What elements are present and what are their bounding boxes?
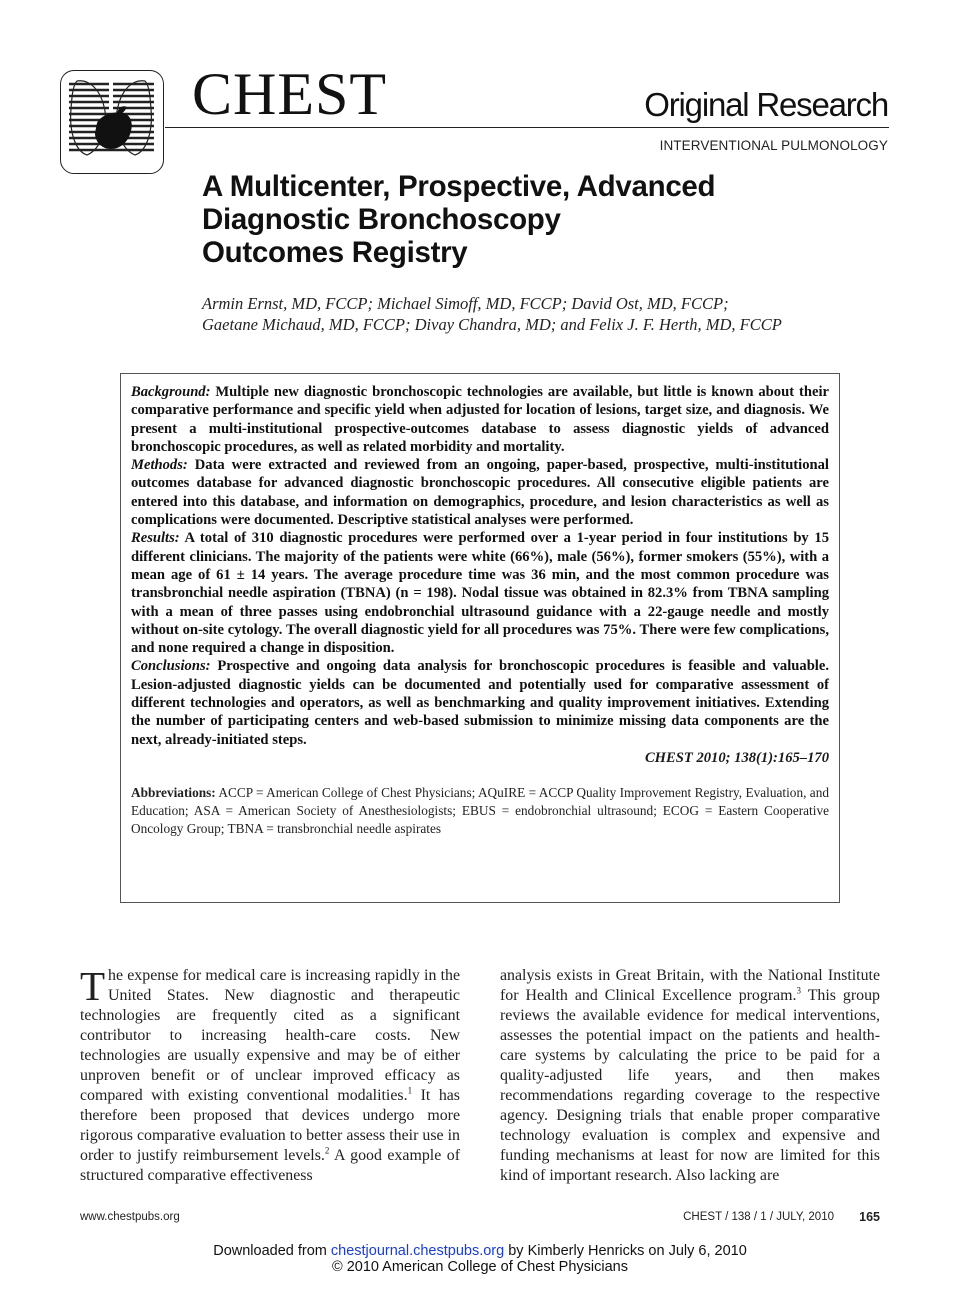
- body-text: he expense for medical care is increasing rapidly in the United States. New diagnostic and therapeutic technologies are frequently cited as a significant contributor to increasing health-care costs. New technologies are usually expensive and may be of either unproven benefit or of unclear improved efficacy as compared with existing conventional modalities.: [80, 967, 460, 1104]
- title-line: Outcomes Registry: [202, 236, 468, 269]
- download-link[interactable]: chestjournal.chestpubs.org: [330, 1243, 505, 1259]
- abbreviations-text: ACCP = American College of Chest Physicians; AQuIRE = ACCP Quality Improvement Registry, Evaluation, and Education; ASA = American Society of Anesthesiologists; EBUS = endobronchial ultrasound; ECOG = Eastern Cooperative Oncology Group; TBNA = transbronchial needle aspirates: [131, 785, 829, 837]
- abstract-heading: Methods:: [131, 457, 188, 474]
- author-line: Gaetane Michaud, MD, FCCP; Divay Chandra, MD; and Felix J. F. Herth, MD, FCCP: [202, 315, 782, 334]
- footer-journal-info: CHEST / 138 / 1 / JULY, 2010: [683, 1211, 834, 1223]
- reference-marker[interactable]: 2: [324, 1145, 330, 1156]
- abstract-text: Prospective and ongoing data analysis for bronchoscopic procedures is feasible and valuable. Lesion-adjusted diagnostic yields can be documented and potentially used for comparative assessment of different technologies and operators, as well as benchmarking and quality improvement initiatives. Extending the number of participating centers and web-based submission to minimize missing data components are the next, already-initiated steps.: [131, 658, 829, 748]
- body-column-right: [500, 966, 880, 1186]
- journal-logo: [60, 70, 164, 174]
- abbreviations: [131, 784, 829, 838]
- abstract-results: [131, 529, 829, 657]
- body-text: It has therefore been proposed that devices undergo more rigorous comparative evaluation to better assess their use in order to justify reimbursement levels.: [80, 1087, 460, 1164]
- abstract-text: Multiple new diagnostic bronchoscopic technologies are available, but little is known about their comparative performance and specific yield when adjusted for location of lesions, target size, and diagnosis. We present a multi-institutional prospective-outcomes database to assess diagnostic yields of advanced bronchoscopic procedures, as well as related morbidity and mortality.: [131, 384, 829, 455]
- abstract-heading: Conclusions:: [131, 658, 211, 675]
- footer-url[interactable]: www.chestpubs.org: [80, 1211, 180, 1223]
- author-list: [202, 293, 842, 335]
- page-number: 165: [859, 1210, 880, 1224]
- author-line: Armin Ernst, MD, FCCP; Michael Simoff, MD, FCCP; David Ost, MD, FCCP;: [202, 294, 729, 313]
- chest-lungs-logo-icon: [61, 71, 162, 172]
- abstract-box: [120, 373, 840, 903]
- reference-marker[interactable]: 1: [407, 1085, 413, 1096]
- article-citation: CHEST 2010; 138(1):165–170: [644, 749, 829, 766]
- copyright-notice: © 2010 American College of Chest Physicians: [331, 1259, 628, 1275]
- download-suffix: by Kimberly Henricks on July 6, 2010: [504, 1243, 747, 1259]
- drop-cap: T: [80, 963, 106, 1009]
- journal-wordmark: CHEST: [192, 61, 388, 127]
- article-title: [202, 170, 822, 269]
- body-text: A good example of structured comparative effectiveness: [80, 1147, 460, 1184]
- download-notice: [0, 1243, 960, 1259]
- abbreviations-heading: Abbreviations:: [131, 785, 216, 801]
- body-text: analysis exists in Great Britain, with the National Institute for Health and Clinical Excellence program.: [500, 967, 880, 1004]
- abstract-background: [131, 383, 829, 456]
- download-prefix: Downloaded from: [213, 1243, 331, 1259]
- title-line: A Multicenter, Prospective, Advanced: [202, 170, 716, 203]
- abstract-heading: Results:: [131, 530, 180, 547]
- abstract-text: Data were extracted and reviewed from an ongoing, paper-based, prospective, multi-institutional outcomes database for advanced diagnostic bronchoscopic procedures. All consecutive eligible patients are entered into this database, and information on demographics, procedure, and lesion characteristics as well as complications were documented. Descriptive statistical analyses were performed.: [131, 457, 829, 529]
- header-divider: [165, 127, 889, 128]
- abstract-heading: Background:: [131, 384, 211, 400]
- title-line: Diagnostic Bronchoscopy: [202, 203, 561, 236]
- abstract-conclusions: [131, 657, 829, 748]
- abstract-text: A total of 310 diagnostic procedures were performed over a 1-year period in four institutions by 15 different clinicians. The majority of the patients were white (66%), male (56%), former smokers (55%), with a mean age of 61 ± 14 years. The average procedure time was 36 min, and the most common procedure was transbronchial needle aspiration (TBNA) (n = 198). Nodal tissue was obtained in 82.3% from TBNA sampling with a mean of three passes using endobronchial ultrasound guidance with a 22-gauge needle and mostly without on-site cytology. The overall diagnostic yield for all procedures was 75%. There were few complications, and none required a change in disposition.: [131, 530, 829, 657]
- abstract-methods: [131, 456, 829, 529]
- subsection-label: INTERVENTIONAL PULMONOLOGY: [659, 138, 888, 153]
- body-column-left: [80, 963, 460, 1186]
- section-label: Original Research: [644, 86, 888, 123]
- body-text: This group reviews the available evidence for medical interventions, assesses the potential impact on the patients and health-care systems by calculating the price to be paid for a quality-adjusted life years, and then makes recommendations regarding coverage to the respective agency. Designing trials that enable proper comparative technology evaluation is complex and expensive and funding mechanisms at least for now are limited for this kind of important research. Also lacking are: [500, 987, 880, 1184]
- reference-marker[interactable]: 3: [796, 985, 802, 996]
